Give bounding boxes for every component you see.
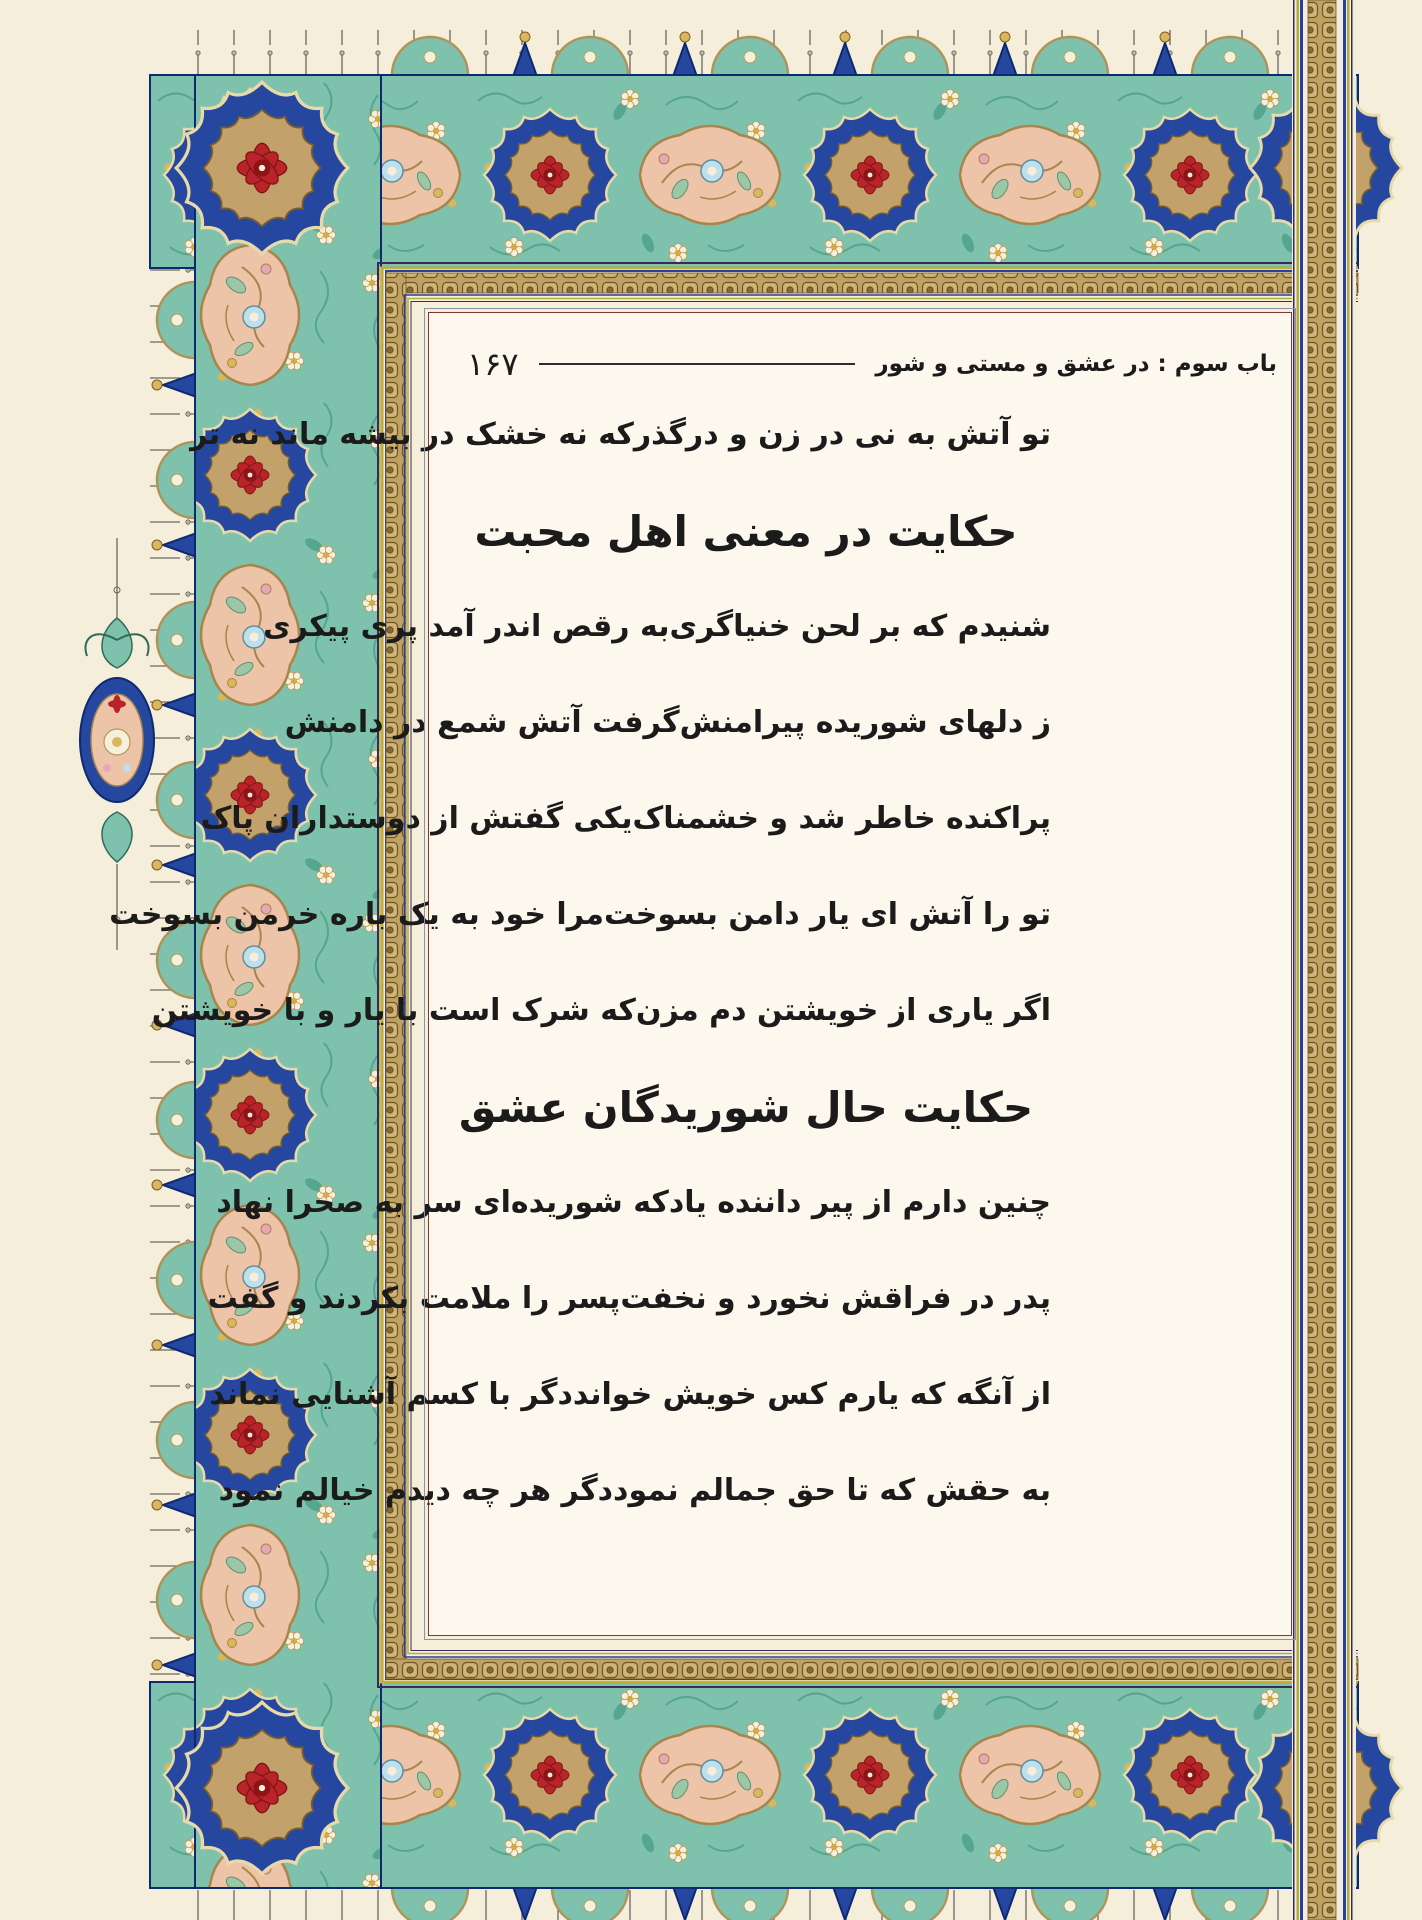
page-number: ۱۶۷: [467, 345, 519, 383]
hemistich-right: چنین دارم از پیر داننده یاد: [668, 1185, 1051, 1220]
hemistich-left: به رقص اندر آمد پری پیکری: [263, 609, 670, 644]
couplet-row: [207, 1251, 1051, 1347]
couplet-row: [190, 387, 1051, 483]
couplet-row: [284, 675, 1051, 771]
couplet-row: [109, 867, 1051, 963]
couplet-row: [151, 963, 1051, 1059]
hemistich-left: که شوریده‌ای سر به صحرا نهاد: [216, 1185, 669, 1220]
story-heading-row: [441, 1059, 1051, 1155]
hemistich-right: ز دلهای شوریده پیرامنش: [679, 705, 1051, 740]
hemistich-left: که نه خشک در بیشه ماند نه تر: [190, 417, 634, 452]
page-header: [467, 341, 1277, 387]
couplet-row: [263, 579, 1051, 675]
hemistich-right: تو آتش به نی در زن و درگذر: [633, 417, 1051, 452]
hemistich-left: پسر را ملامت بکردند و گفت: [207, 1281, 621, 1316]
right-margin-strip: [1292, 0, 1356, 1920]
left-margin-medallion-ornament: [80, 538, 154, 950]
hemistich-right: تو را آتش ای یار دامن بسوخت: [603, 897, 1051, 932]
couplet-row: [200, 771, 1051, 867]
hemistich-left: دگر هر چه دیدم خیالم نمود: [218, 1473, 614, 1508]
hemistich-left: دگر با کسم آشنایی نماند: [209, 1377, 573, 1412]
verse-block: [109, 387, 1051, 1539]
hemistich-right: اگر یاری از خویشتن دم مزن: [635, 993, 1051, 1028]
hemistich-right: به حقش که تا حق جمالم نمود: [613, 1473, 1051, 1508]
hemistich-right: از آنگه که یارم کس خویش خواند: [572, 1377, 1051, 1412]
text-panel: [109, 312, 1292, 1636]
header-rule-line: [539, 363, 856, 365]
story-heading-row: [441, 483, 1051, 579]
hemistich-right: پدر در فراقش نخورد و نخفت: [620, 1281, 1051, 1316]
story-heading: حکایت در معنی اهل محبت: [474, 506, 1018, 556]
couplet-row: [218, 1443, 1051, 1539]
couplet-row: [216, 1155, 1051, 1251]
story-heading: حکایت حال شوریدگان عشق: [458, 1082, 1034, 1132]
chapter-title: باب سوم : در عشق و مستی و شور: [875, 351, 1277, 377]
hemistich-left: یکی گفتش از دوستداران پاک: [200, 801, 633, 836]
couplet-row: [209, 1347, 1051, 1443]
hemistich-right: شنیدم که بر لحن خنیاگری: [669, 609, 1051, 644]
hemistich-left: گرفت آتش شمع در دامنش: [284, 705, 680, 740]
hemistich-left: که شرک است با یار و با خویشتن: [151, 993, 636, 1028]
hemistich-right: پراکنده خاطر شد و خشمناک: [632, 801, 1051, 836]
hemistich-left: مرا خود به یک باره خرمن بسوخت: [109, 897, 604, 932]
